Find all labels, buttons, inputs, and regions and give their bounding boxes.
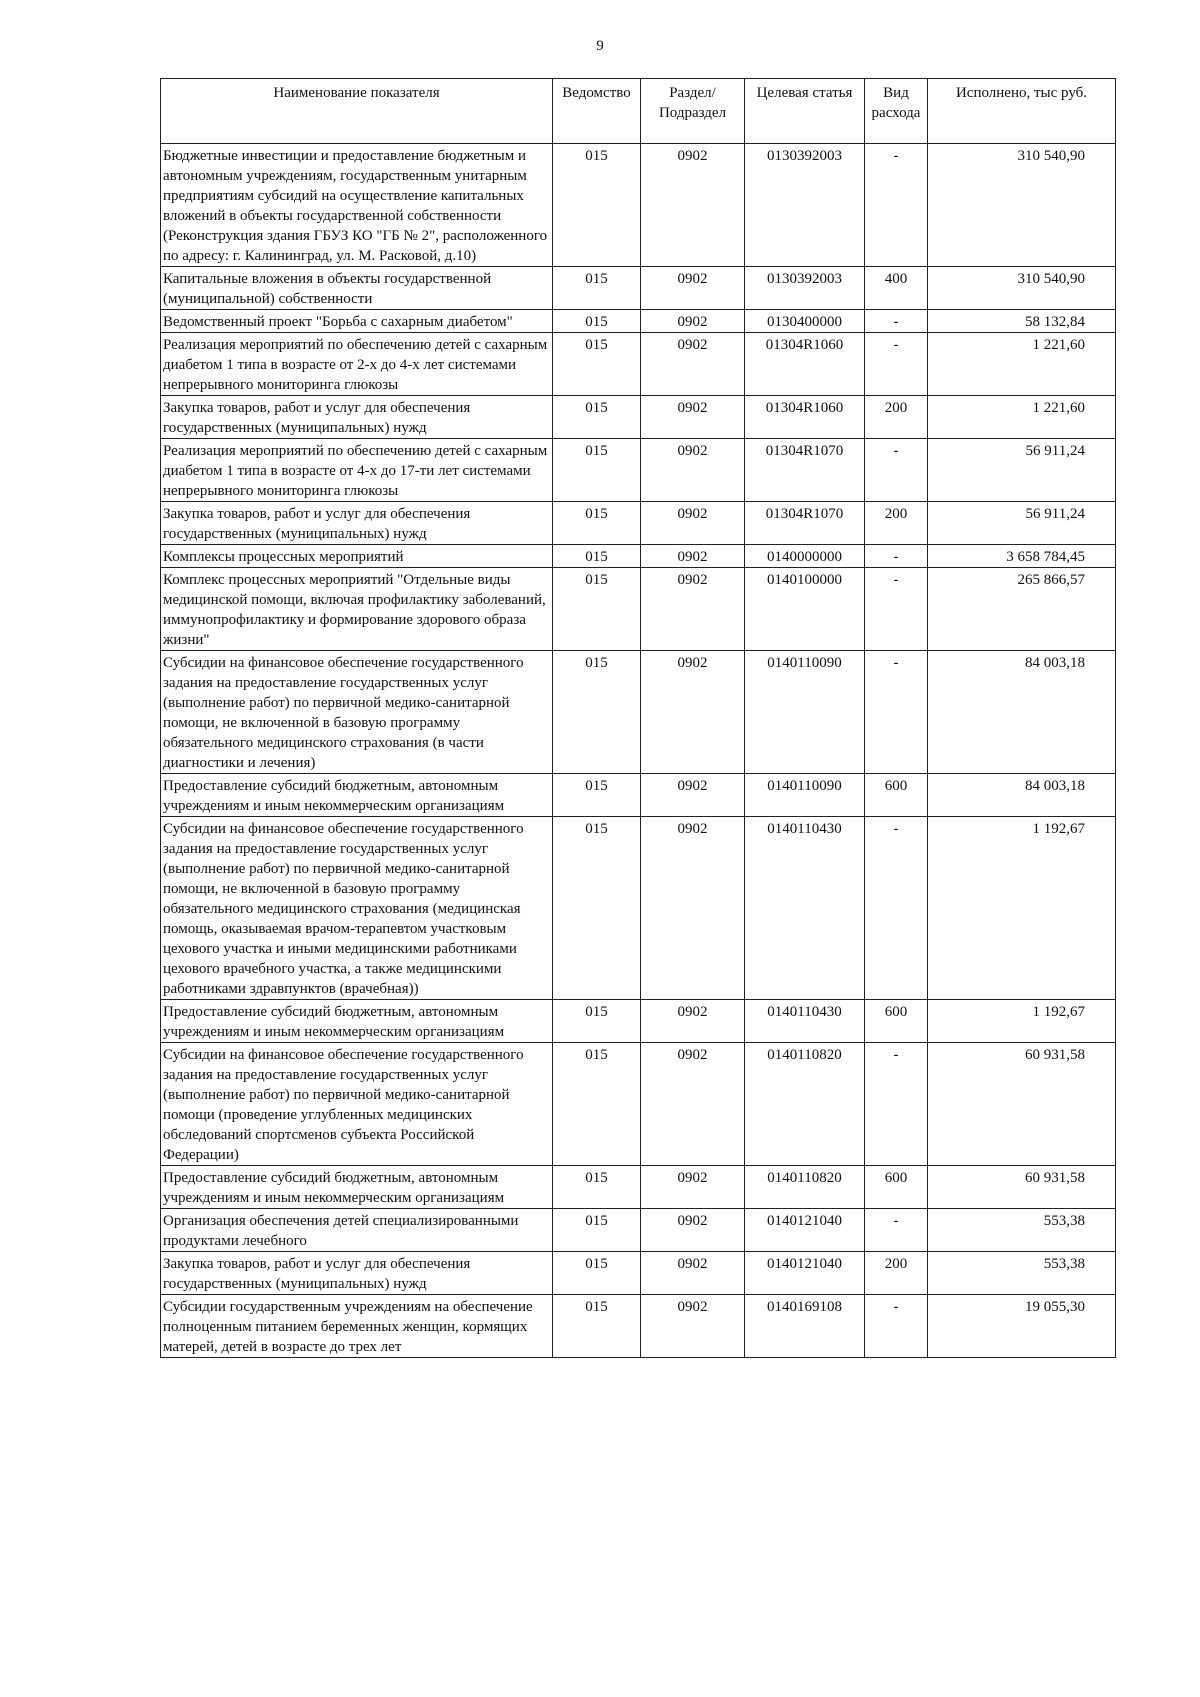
cell-target: 0140110430 [745,1000,865,1043]
cell-amount: 265 866,57 [928,568,1116,651]
cell-target: 01304R1060 [745,396,865,439]
cell-amount: 60 931,58 [928,1043,1116,1166]
cell-kind: - [865,439,928,502]
cell-section: 0902 [641,310,745,333]
cell-target: 0140110090 [745,774,865,817]
header-kind: Вид расхода [865,79,928,144]
cell-section: 0902 [641,396,745,439]
table-row [161,1166,1116,1209]
cell-target: 0140169108 [745,1295,865,1358]
table-row [161,774,1116,817]
cell-name: Закупка товаров, работ и услуг для обеспечения государственных (муниципальных) нужд [161,502,553,545]
cell-dept: 015 [553,267,641,310]
table-row [161,1209,1116,1252]
table-row [161,1295,1116,1358]
cell-dept: 015 [553,774,641,817]
cell-amount: 3 658 784,45 [928,545,1116,568]
page-number: 9 [596,38,604,54]
cell-dept: 015 [553,568,641,651]
cell-section: 0902 [641,651,745,774]
cell-dept: 015 [553,1000,641,1043]
cell-amount: 60 931,58 [928,1166,1116,1209]
table-row [161,267,1116,310]
cell-kind: - [865,817,928,1000]
header-dept: Ведомство [553,79,641,144]
cell-kind: 600 [865,1000,928,1043]
header-name: Наименование показателя [161,79,553,144]
table-row [161,502,1116,545]
table-row [161,1043,1116,1166]
cell-target: 0140110090 [745,651,865,774]
cell-section: 0902 [641,817,745,1000]
cell-kind: 600 [865,774,928,817]
cell-name: Закупка товаров, работ и услуг для обеспечения государственных (муниципальных) нужд [161,1252,553,1295]
cell-amount: 310 540,90 [928,144,1116,267]
cell-section: 0902 [641,333,745,396]
cell-amount: 1 192,67 [928,817,1116,1000]
table-row [161,545,1116,568]
cell-amount: 58 132,84 [928,310,1116,333]
cell-target: 0130392003 [745,144,865,267]
cell-dept: 015 [553,310,641,333]
cell-name: Реализация мероприятий по обеспечению детей с сахарным диабетом 1 типа в возрасте от 4-х до 17-ти лет системами непрерывного мониторинга глюкозы [161,439,553,502]
cell-kind: - [865,333,928,396]
cell-dept: 015 [553,1295,641,1358]
table-row [161,333,1116,396]
cell-kind: - [865,144,928,267]
cell-name: Предоставление субсидий бюджетным, автономным учреждениям и иным некоммерческим организациям [161,774,553,817]
cell-name: Комплексы процессных мероприятий [161,545,553,568]
cell-section: 0902 [641,545,745,568]
cell-section: 0902 [641,1000,745,1043]
cell-kind: - [865,651,928,774]
cell-section: 0902 [641,267,745,310]
cell-section: 0902 [641,1166,745,1209]
cell-dept: 015 [553,1252,641,1295]
table-row [161,817,1116,1000]
cell-dept: 015 [553,396,641,439]
cell-dept: 015 [553,439,641,502]
cell-kind: - [865,310,928,333]
cell-target: 0140100000 [745,568,865,651]
cell-target: 0140110820 [745,1166,865,1209]
cell-name: Капитальные вложения в объекты государственной (муниципальной) собственности [161,267,553,310]
cell-name: Организация обеспечения детей специализированными продуктами лечебного [161,1209,553,1252]
cell-name: Бюджетные инвестиции и предоставление бюджетным и автономным учреждениям, государственным унитарным предприятиям субсидий на осуществление капитальных вложений в объекты государственной собственности (Реконструкция здания ГБУЗ КО "ГБ № 2", расположенного по адресу: г. Калининград, ул. М. Расковой, д.10) [161,144,553,267]
cell-dept: 015 [553,1209,641,1252]
cell-target: 0140110430 [745,817,865,1000]
table-row [161,144,1116,267]
cell-target: 0140121040 [745,1209,865,1252]
cell-amount: 56 911,24 [928,439,1116,502]
cell-dept: 015 [553,333,641,396]
table-row [161,568,1116,651]
cell-section: 0902 [641,502,745,545]
cell-dept: 015 [553,1166,641,1209]
table-row [161,1252,1116,1295]
cell-amount: 1 192,67 [928,1000,1116,1043]
cell-name: Субсидии на финансовое обеспечение государственного задания на предоставление государственных услуг (выполнение работ) по первичной медико-санитарной помощи, не включенной в базовую программу обязательного медицинского страхования (медицинская помощь, оказываемая врачом-терапевтом участковым цехового участка и иными медицинскими работниками цехового врачебного участка, а также медицинскими работниками здравпунктов (врачебная)) [161,817,553,1000]
header-section: Раздел/ Подраздел [641,79,745,144]
cell-amount: 1 221,60 [928,333,1116,396]
cell-name: Реализация мероприятий по обеспечению детей с сахарным диабетом 1 типа в возрасте от 2-х до 4-х лет системами непрерывного мониторинга глюкозы [161,333,553,396]
cell-amount: 19 055,30 [928,1295,1116,1358]
cell-target: 0130392003 [745,267,865,310]
cell-kind: - [865,545,928,568]
cell-target: 01304R1060 [745,333,865,396]
cell-kind: 600 [865,1166,928,1209]
cell-amount: 84 003,18 [928,774,1116,817]
cell-name: Закупка товаров, работ и услуг для обеспечения государственных (муниципальных) нужд [161,396,553,439]
cell-target: 0140121040 [745,1252,865,1295]
cell-name: Субсидии на финансовое обеспечение государственного задания на предоставление государственных услуг (выполнение работ) по первичной медико-санитарной помощи (проведение углубленных медицинских обследований спортсменов субъекта Российской Федерации) [161,1043,553,1166]
cell-amount: 553,38 [928,1252,1116,1295]
table-row [161,1000,1116,1043]
cell-name: Комплекс процессных мероприятий "Отдельные виды медицинской помощи, включая профилактику заболеваний, иммунопрофилактику и формирование здорового образа жизни" [161,568,553,651]
cell-dept: 015 [553,817,641,1000]
cell-target: 01304R1070 [745,439,865,502]
cell-target: 0140000000 [745,545,865,568]
header-amount: Исполнено, тыс руб. [928,79,1116,144]
cell-kind: 200 [865,1252,928,1295]
cell-kind: 400 [865,267,928,310]
cell-amount: 1 221,60 [928,396,1116,439]
cell-kind: - [865,1209,928,1252]
budget-table [160,78,1116,1358]
cell-section: 0902 [641,1295,745,1358]
cell-dept: 015 [553,651,641,774]
cell-amount: 310 540,90 [928,267,1116,310]
cell-section: 0902 [641,774,745,817]
cell-section: 0902 [641,1043,745,1166]
cell-amount: 553,38 [928,1209,1116,1252]
cell-amount: 56 911,24 [928,502,1116,545]
cell-section: 0902 [641,568,745,651]
cell-section: 0902 [641,1252,745,1295]
cell-kind: - [865,1295,928,1358]
header-target: Целевая статья [745,79,865,144]
cell-amount: 84 003,18 [928,651,1116,774]
table-row [161,310,1116,333]
cell-name: Субсидии на финансовое обеспечение государственного задания на предоставление государственных услуг (выполнение работ) по первичной медико-санитарной помощи, не включенной в базовую программу обязательного медицинского страхования (в части диагностики и лечения) [161,651,553,774]
cell-kind: 200 [865,396,928,439]
table-row [161,396,1116,439]
cell-dept: 015 [553,144,641,267]
cell-name: Ведомственный проект "Борьба с сахарным диабетом" [161,310,553,333]
cell-name: Предоставление субсидий бюджетным, автономным учреждениям и иным некоммерческим организациям [161,1000,553,1043]
cell-dept: 015 [553,545,641,568]
cell-dept: 015 [553,502,641,545]
cell-section: 0902 [641,144,745,267]
cell-name: Предоставление субсидий бюджетным, автономным учреждениям и иным некоммерческим организациям [161,1166,553,1209]
cell-kind: - [865,568,928,651]
cell-section: 0902 [641,1209,745,1252]
cell-kind: - [865,1043,928,1166]
table-header-row [161,79,1116,144]
cell-target: 01304R1070 [745,502,865,545]
table-row [161,439,1116,502]
cell-target: 0130400000 [745,310,865,333]
cell-section: 0902 [641,439,745,502]
cell-name: Субсидии государственным учреждениям на обеспечение полноценным питанием беременных женщин, кормящих матерей, детей в возрасте до трех лет [161,1295,553,1358]
cell-dept: 015 [553,1043,641,1166]
cell-target: 0140110820 [745,1043,865,1166]
table-row [161,651,1116,774]
cell-kind: 200 [865,502,928,545]
